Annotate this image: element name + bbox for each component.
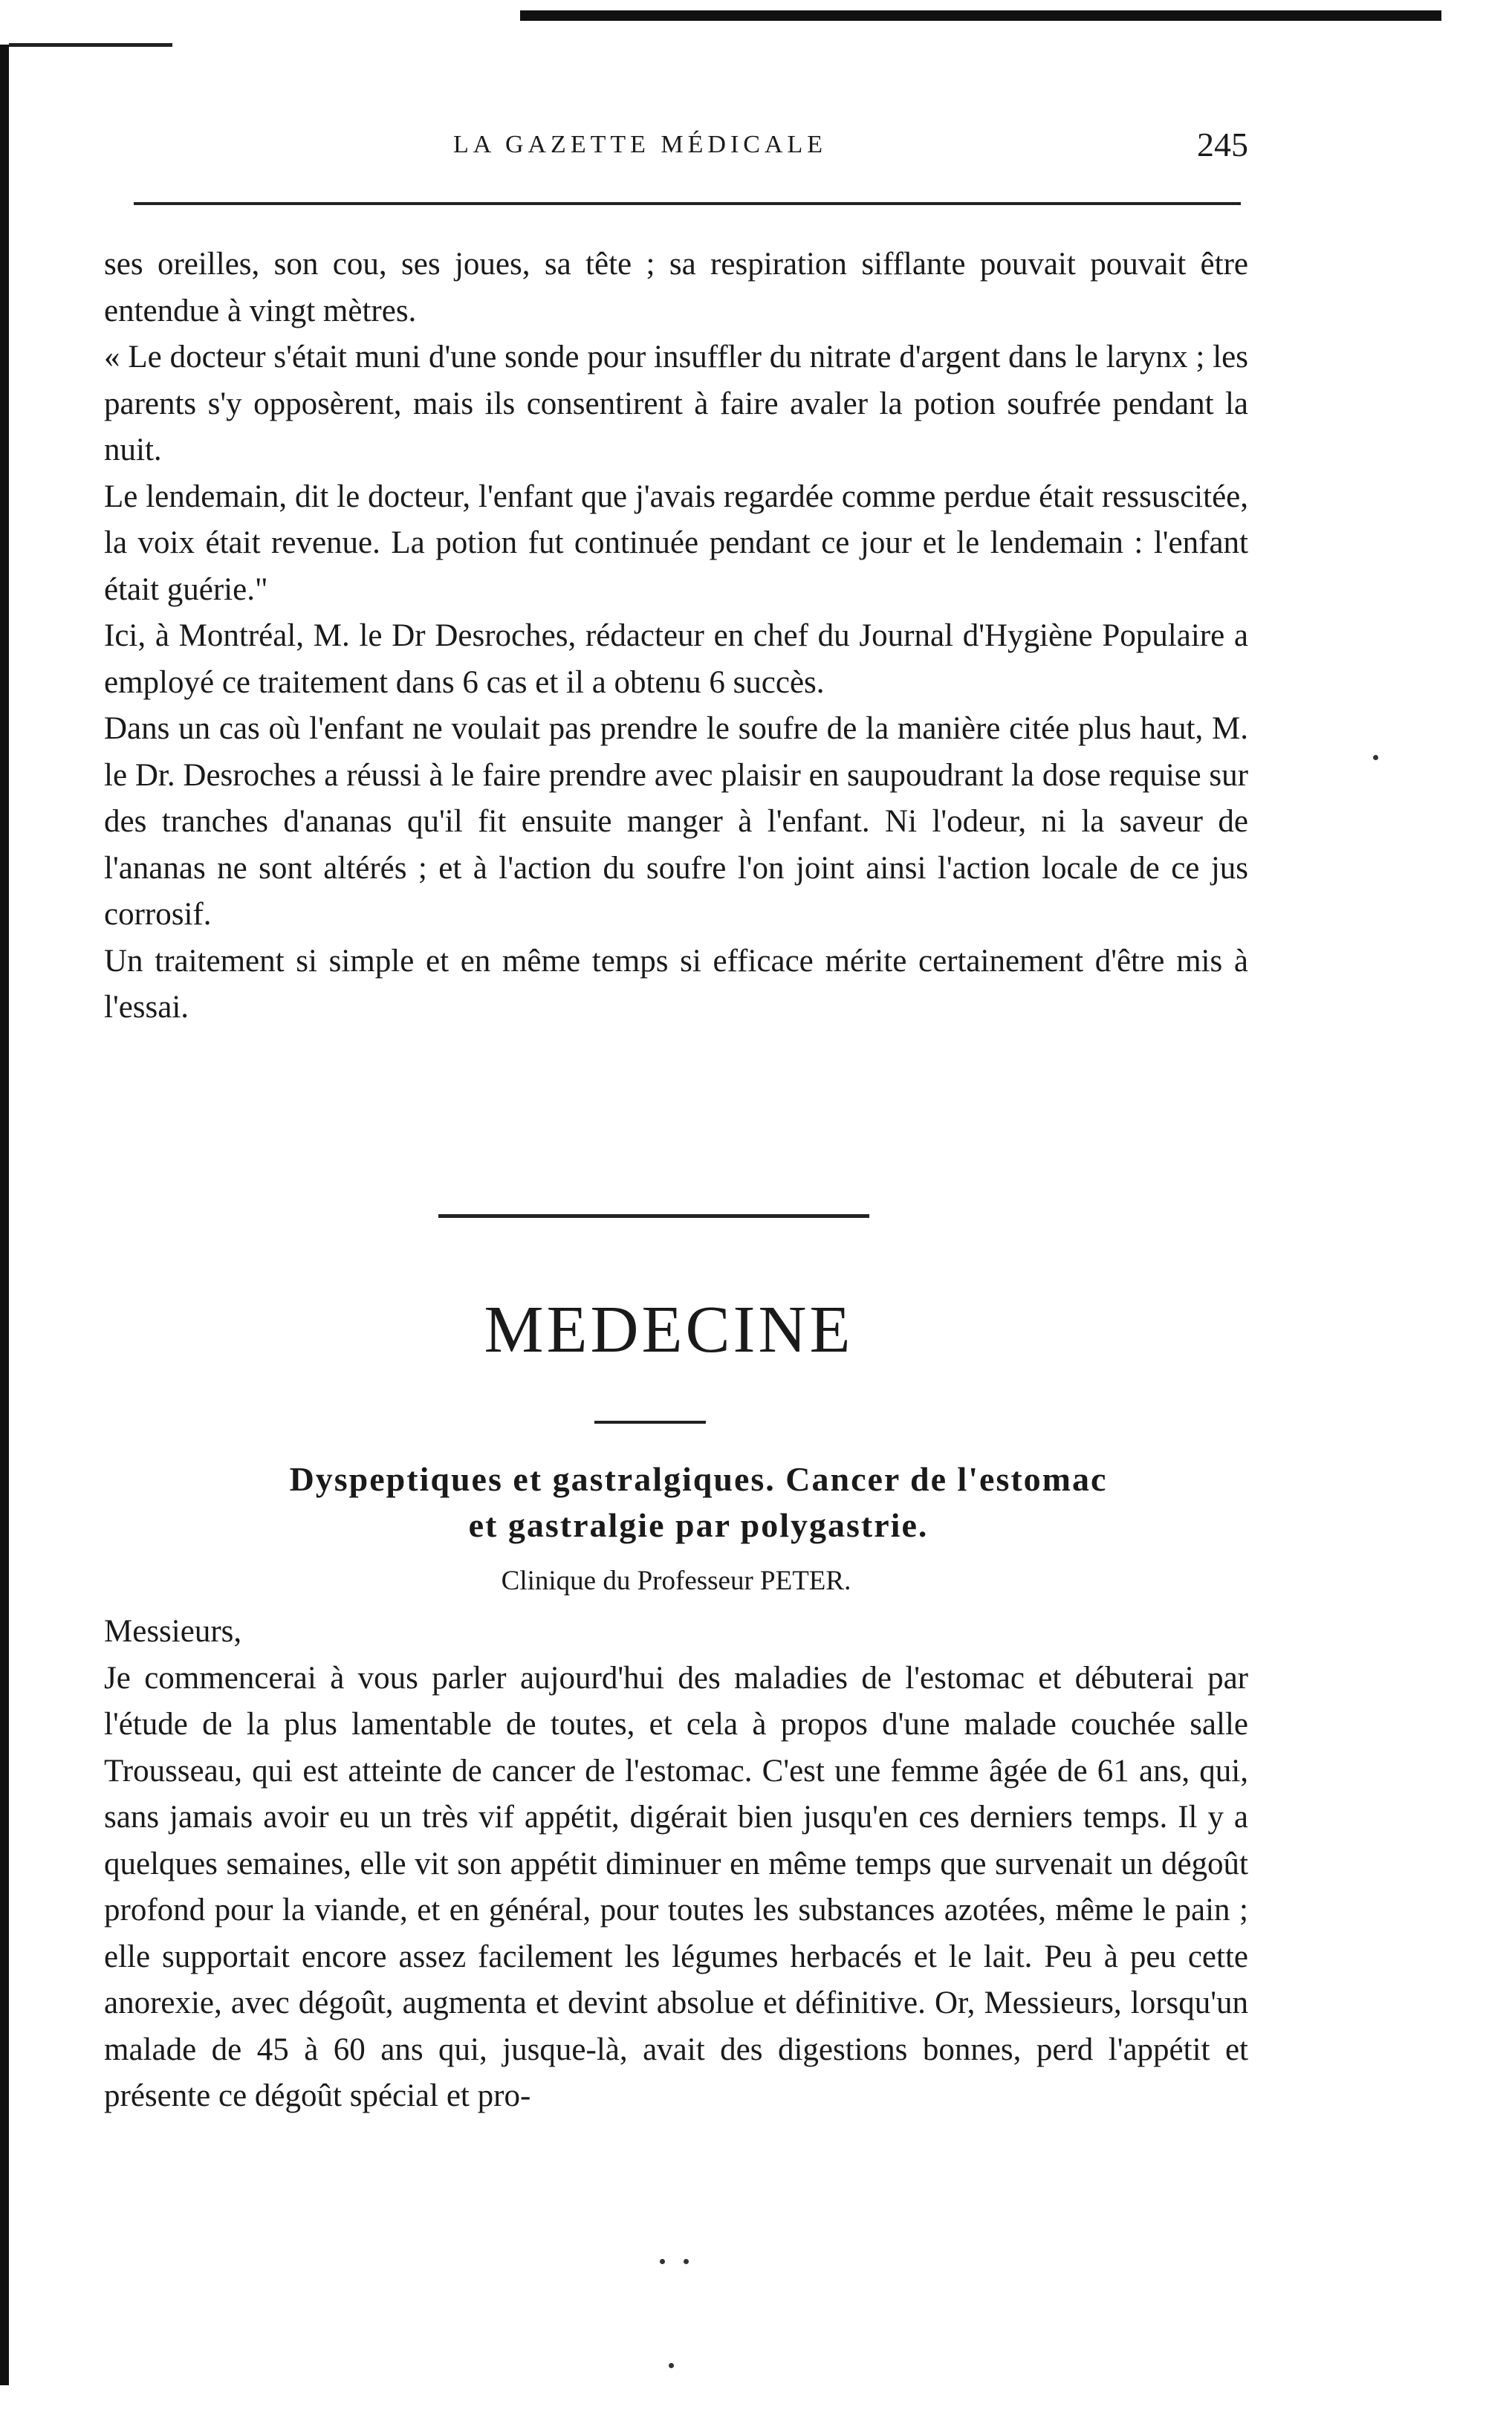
paragraph: Un traitement si simple et en même temps si efficace mérite certainement d'être mis à l'essai. [104,943,1248,1025]
page-header [104,125,1248,169]
clinic-byline: Clinique du Professeur PETER. [501,1566,851,1596]
page-number: 245 [1197,126,1248,163]
corner-rule [9,43,172,47]
text-block-bottom [104,1609,1248,2120]
left-scan-edge [0,45,9,2385]
section-separator [438,1214,869,1218]
running-title: LA GAZETTE MÉDICALE [453,131,828,158]
speck [669,2363,674,2368]
paragraph: Dans un cas où l'enfant ne voulait pas prendre le soufre de la manière citée plus haut, M. le Dr. Desroches a réussi à le faire prendre avec plaisir en saupoudrant la dose requise sur des tranches d'ananas qu'il fit ensuite manger à l'enfant. Ni l'odeur, ni la saveur de l'ananas ne sont altérés ; et à l'action du soufre l'on joint ainsi l'action locale de ce jus corrosif. [104,711,1248,932]
paragraph: ses oreilles, son cou, ses joues, sa tête ; sa respiration sifflante pouvait pouvait être entendue à vingt mètres. [104,247,1248,328]
salutation: Messieurs, [104,1614,242,1649]
section-title: MEDECINE [484,1293,854,1367]
article-heading-line-1: Dyspeptiques et gastralgiques. Cancer de l'estomac [289,1460,1108,1498]
article-heading [126,1456,1271,1549]
speck [684,2259,689,2264]
header-rule [134,202,1241,205]
speck [660,2259,665,2264]
paragraph: « Le docteur s'était muni d'une sonde pour insuffler du nitrate d'argent dans le larynx ; les parents s'y opposèrent, mais ils consentirent à faire avaler la potion soufrée pendant la nuit. [104,340,1248,467]
article-heading-line-2: et gastralgie par polygastrie. [468,1506,929,1544]
text-block-top [104,241,1248,1031]
paragraph: Je commencerai à vous parler aujourd'hui des maladies de l'estomac et débuterai par l'étude de la plus lamentable de toutes, et cela à propos d'une malade couchée salle Trousseau, qui est atteinte de cancer de l'estomac. C'est une femme âgée de 61 ans, qui, sans jamais avoir eu un très vif appétit, digérait bien jusqu'en ces derniers temps. Il y a quelques semaines, elle vit son appétit diminuer en même temps que survenait un dégoût profond pour la viande, et en général, pour toutes les substances azotées, même le pain ; elle supportait encore assez facilement les légumes herbacés et le lait. Peu à peu cette anorexie, avec dégoût, augmenta et devint absolue et définitive. Or, Messieurs, lorsqu'un malade de 45 à 60 ans qui, jusque-là, avait des digestions bonnes, perd l'appétit et présente ce dégoût spécial et pro- [104,1660,1248,2113]
top-border-rule [520,10,1441,21]
paragraph: Ici, à Montréal, M. le Dr Desroches, rédacteur en chef du Journal d'Hygiène Populaire a employé ce traitement dans 6 cas et il a obtenu 6 succès. [104,618,1248,700]
speck [1373,755,1378,760]
paragraph: Le lendemain, dit le docteur, l'enfant que j'avais regardée comme perdue était ressuscitée, la voix était revenue. La potion fut continuée pendant ce jour et le lendemain : l'enfant était guérie." [104,479,1248,607]
title-underline [594,1421,706,1424]
